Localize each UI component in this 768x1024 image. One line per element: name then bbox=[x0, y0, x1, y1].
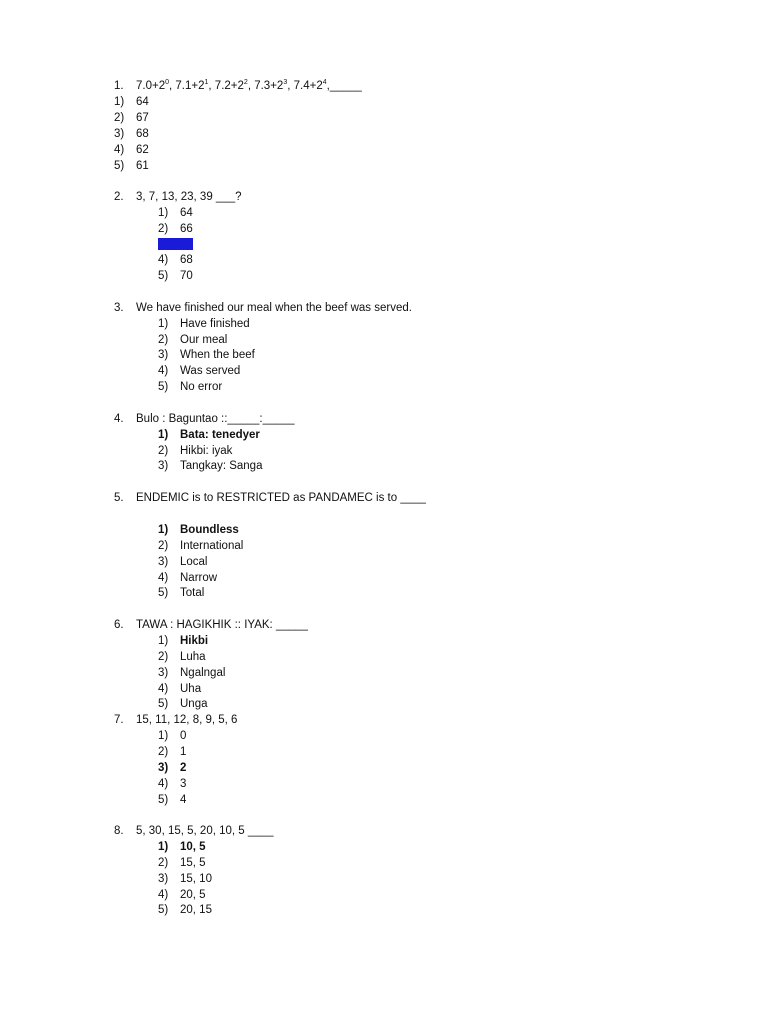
option-3-answer: 3) 2 bbox=[158, 762, 187, 774]
question-number: 8. bbox=[114, 825, 124, 837]
option-4: 4) Was served bbox=[158, 365, 241, 377]
option-4: 4) 20, 5 bbox=[158, 889, 206, 901]
option-1-answer: 1) Bata: tenedyer bbox=[158, 429, 260, 441]
question-text: 15, 11, 12, 8, 9, 5, 6 bbox=[136, 714, 238, 726]
option-5: 5) 61 bbox=[114, 160, 149, 172]
option-5: 5) No error bbox=[158, 381, 223, 393]
question-number: 7. bbox=[114, 714, 124, 726]
option-2: 2) International bbox=[158, 540, 244, 552]
option-1: 1) 64 bbox=[114, 96, 149, 108]
option-1: 1) Have finished bbox=[158, 318, 250, 330]
option-3: 3) Ngalngal bbox=[158, 667, 226, 679]
option-5: 5) 20, 15 bbox=[158, 904, 212, 916]
option-1-answer: 1) Boundless bbox=[158, 524, 239, 536]
option-2: 2) Luha bbox=[158, 651, 206, 663]
question-number: 3. bbox=[114, 302, 124, 314]
question-text: 5, 30, 15, 5, 20, 10, 5 ____ bbox=[136, 825, 274, 837]
option-2: 2) 66 bbox=[158, 223, 193, 235]
question-text: Bulo : Baguntao ::_____:_____ bbox=[136, 413, 295, 425]
option-3: 3) 15, 10 bbox=[158, 873, 212, 885]
option-5: 5) 4 bbox=[158, 794, 187, 806]
option-3: 3) 68 bbox=[114, 128, 149, 140]
option-2: 2) Our meal bbox=[158, 334, 228, 346]
question-text: 3, 7, 13, 23, 39 ___? bbox=[136, 191, 242, 203]
option-3: 3) Tangkay: Sanga bbox=[158, 460, 263, 472]
option-5: 5) Unga bbox=[158, 698, 208, 710]
question-number: 4. bbox=[114, 413, 124, 425]
option-3: 3) Local bbox=[158, 556, 208, 568]
option-3: 3) When the beef bbox=[158, 349, 255, 361]
option-1: 1) 0 bbox=[158, 730, 187, 742]
question-number: 6. bbox=[114, 619, 124, 631]
option-1: 1) 64 bbox=[158, 207, 193, 219]
option-1-answer: 1) Hikbi bbox=[158, 635, 209, 647]
option-4: 4) 62 bbox=[114, 144, 149, 156]
question-text: We have finished our meal when the beef was served. bbox=[136, 302, 412, 314]
option-2: 2) Hikbi: iyak bbox=[158, 445, 233, 457]
option-2: 2) 15, 5 bbox=[158, 857, 206, 869]
question-number: 2. bbox=[114, 191, 124, 203]
option-5: 5) 70 bbox=[158, 270, 193, 282]
question-number: 1. bbox=[114, 80, 124, 92]
question-text: TAWA : HAGIKHIK :: IYAK: _____ bbox=[136, 619, 308, 631]
option-4: 4) Narrow bbox=[158, 572, 218, 584]
option-5: 5) Total bbox=[158, 587, 205, 599]
option-4: 4) Uha bbox=[158, 683, 202, 695]
option-3-highlighted: 3) 55 bbox=[158, 238, 193, 250]
option-2: 2) 1 bbox=[158, 746, 187, 758]
option-1-answer: 1) 10, 5 bbox=[158, 841, 206, 853]
option-2: 2) 67 bbox=[114, 112, 149, 124]
question-number: 5. bbox=[114, 492, 124, 504]
question-text: ENDEMIC is to RESTRICTED as PANDAMEC is to ____ bbox=[136, 492, 426, 504]
option-4: 4) 3 bbox=[158, 778, 187, 790]
question-text: $7.0+2^0$, $7.1+2^1$, $7.2+2^2$, $7.3+2^3$, $7.4+2^4,\_\_\_\_\_$ bbox=[136, 79, 362, 92]
option-4: 4) 68 bbox=[158, 254, 193, 266]
